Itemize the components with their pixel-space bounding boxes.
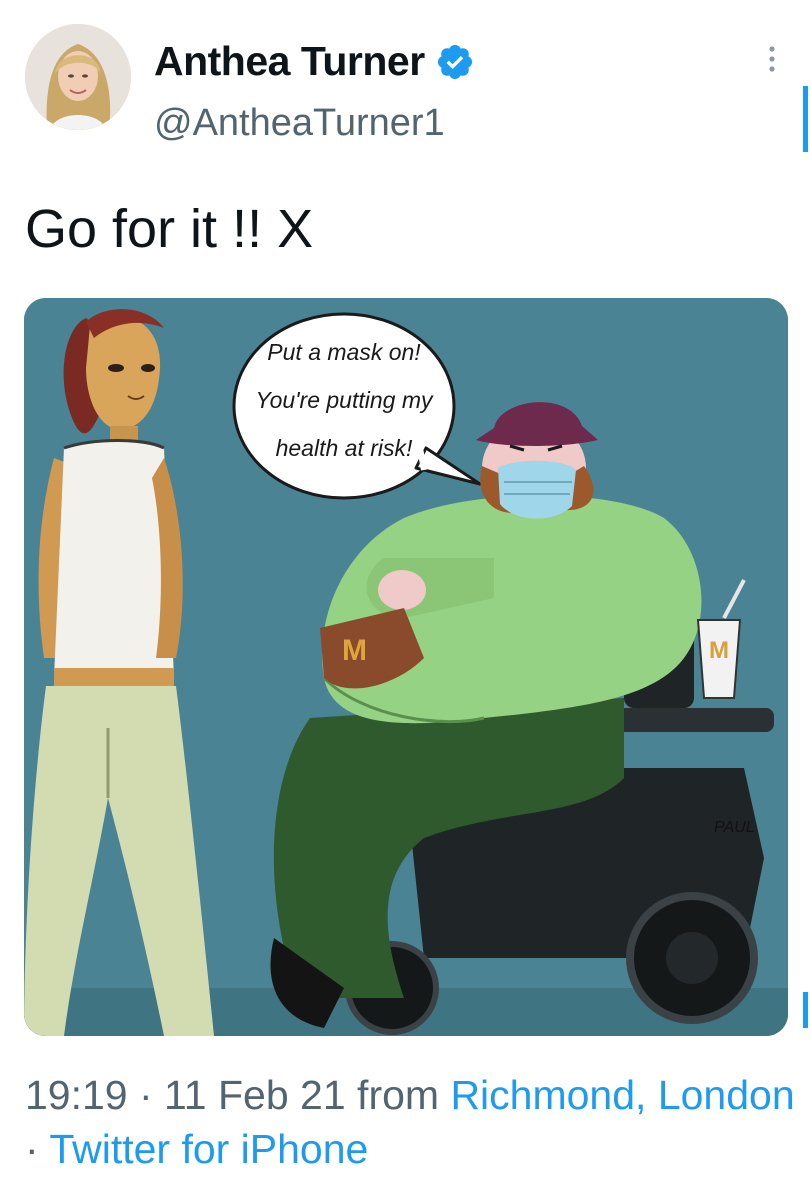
speech-line-1: Put a mask on!	[267, 339, 421, 365]
tweet-meta	[25, 1068, 795, 1176]
avatar-photo	[25, 24, 131, 130]
author-name-row[interactable]	[154, 38, 475, 85]
tweet-date[interactable]: 11 Feb 21	[164, 1072, 346, 1118]
scroll-indicator-top	[803, 86, 808, 152]
scroll-indicator-bottom	[803, 992, 808, 1028]
tweet-text: Go for it !! X	[25, 199, 314, 259]
tweet-media-image[interactable]	[24, 298, 788, 1036]
location-link[interactable]: Richmond, London	[450, 1072, 795, 1118]
speech-line-3: health at risk!	[275, 435, 413, 461]
artist-signature: PAUL	[714, 819, 755, 836]
cartoon-illustration	[24, 298, 788, 1036]
speech-line-2: You're putting my	[255, 387, 433, 413]
tweet-time[interactable]: 19:19	[25, 1072, 128, 1118]
source-link[interactable]: Twitter for iPhone	[49, 1126, 369, 1172]
meta-separator: ·	[127, 1072, 165, 1118]
from-label: from	[345, 1072, 451, 1118]
avatar[interactable]	[25, 24, 131, 130]
meta-separator: ·	[25, 1126, 50, 1172]
author-handle[interactable]: @AntheaTurner1	[154, 102, 445, 144]
cup-logo: M	[709, 637, 729, 664]
more-vertical-icon[interactable]	[762, 44, 782, 74]
verified-badge-icon	[435, 42, 475, 82]
bag-logo: M	[342, 634, 367, 667]
author-name[interactable]: Anthea Turner	[154, 38, 425, 84]
